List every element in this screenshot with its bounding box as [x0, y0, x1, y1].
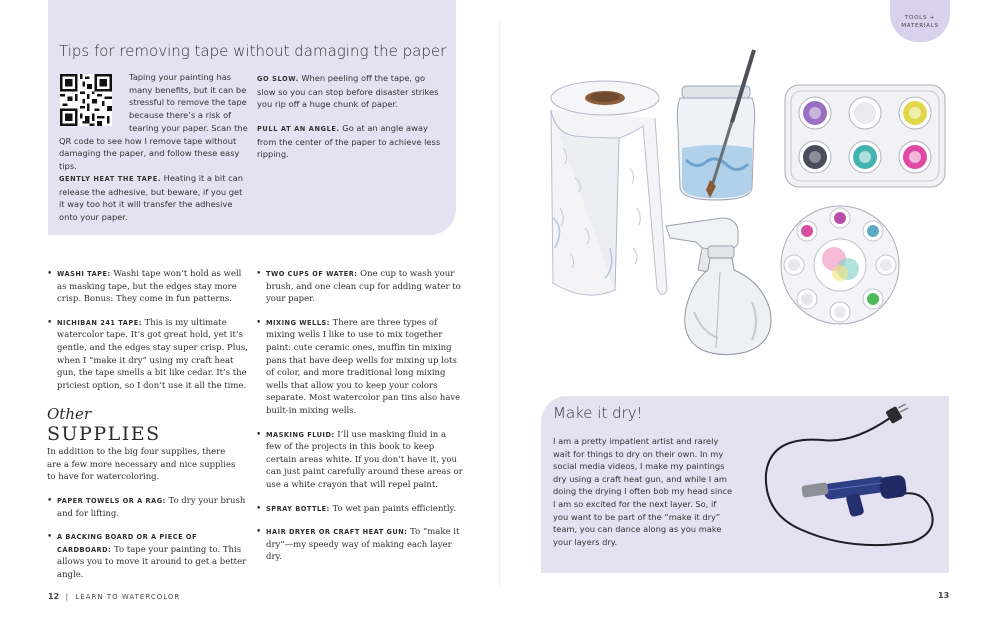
make-it-dry-title: Make it dry!	[553, 404, 643, 422]
section-tab-label: TOOLS + MATERIALS	[901, 15, 939, 29]
middle-column	[256, 268, 464, 575]
list-item: • TWO CUPS OF WATER: One cup to wash your brush, and one clean cup for adding water to your paper.	[256, 268, 464, 306]
tips-intro: Taping your painting has many benefits, but it can be stressful to remove the tape because there’s a risk of tearing your paper. Scan the QR code to see how I remove tape without damaging the paper, and follow these easy tips.	[59, 72, 248, 171]
footer-right-page-number: 13	[938, 591, 950, 600]
list-item: • MIXING WELLS: There are three types of mixing wells I like to use to mix together paint: cute ceramic ones, muffin tin mixing pans that have deep wells for mixing up lots of color, and more traditional long mixing wells that allow you to keep your colors separate. Most watercolor pan tins also have built-in mixing wells.	[256, 317, 464, 418]
supplies-intro: In addition to the big four supplies, there are a few more necessary and nice supplies to have for watercoloring.	[47, 447, 236, 483]
tip-angle: PULL AT AN ANGLE. Go at an angle away from the center of the paper to achieve less ripping.	[257, 123, 441, 160]
list-item: • NICHIBAN 241 TAPE: This is my ultimate watercolor tape. It’s got great hold, yet it’s gentle, and the edges stay super crisp. Plus, when I “make it dry” using my craft heat gun, the tape smells a bit like cedar. It’s the priciest option, so I don’t use it all the time.	[47, 317, 253, 393]
footer-left: 12 | LEARN TO WATERCOLOR	[48, 592, 181, 601]
supplies-list	[47, 495, 247, 593]
page-gutter	[499, 20, 500, 590]
paper-towel-illustration	[545, 78, 670, 300]
supplies-heading: SUPPLIES	[47, 423, 161, 445]
other-script-heading: Other	[47, 405, 92, 423]
tip-go-slow: GO SLOW. When peeling off the tape, go slow so you can stop before disaster strikes you rip off a huge chunk of paper.	[257, 73, 439, 110]
spray-bottle-illustration	[662, 212, 780, 357]
left-column	[47, 268, 253, 403]
heat-gun-illustration	[762, 404, 942, 552]
list-item: • WASHI TAPE: Washi tape won’t hold as well as masking tape, but the edges stay more crisp. Bonus: They come in fun patterns.	[47, 268, 253, 306]
list-item: • SPRAY BOTTLE: To wet pan paints efficiently.	[256, 503, 464, 516]
list-item: • MASKING FLUID: I’ll use masking fluid in a few of the projects in this book to keep certain areas white. If you don’t have it, you can just paint carefully around these areas or use a white crayon that will repel paint.	[256, 429, 464, 492]
make-it-dry-text: I am a pretty impatient artist and rarely wait for things to dry on their own. In my social media videos, I make my paintings dry using a craft heat gun, and while I am doing the drying I often bob my head since I am so excited for the next layer. So, if you want to be part of the “make it dry” team, you can dance along as you make your layers dry.	[553, 436, 733, 547]
list-item: • A BACKING BOARD OR A PIECE OF CARDBOARD: To tape your painting to. This allows you to move it around to get a better angle.	[47, 531, 247, 581]
list-item: • PAPER TOWELS OR A RAG: To dry your brush and for lifting.	[47, 495, 247, 520]
water-jar-illustration	[672, 48, 767, 206]
round-palette-illustration	[778, 203, 903, 328]
list-item: • HAIR DRYER OR CRAFT HEAT GUN: To “make it dry”—my speedy way of making each layer dry.	[256, 526, 464, 564]
tip-heat: GENTLY HEAT THE TAPE. Heating it a bit can release the adhesive, but beware, if you get it way too hot it will transfer the adhesive onto your paper.	[59, 173, 244, 223]
tips-title: Tips for removing tape without damaging the paper	[59, 42, 447, 60]
muffin-tin-palette-illustration	[783, 83, 948, 189]
